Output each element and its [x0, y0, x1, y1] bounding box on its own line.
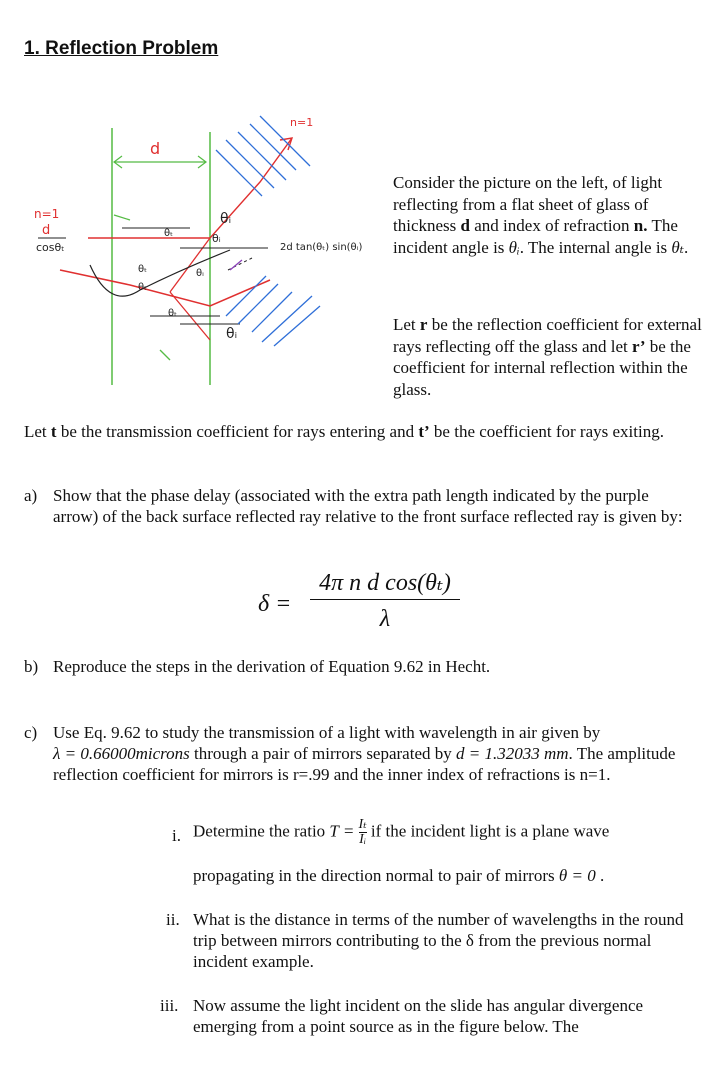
item-iii-text: Now assume the light incident on the slide has angular divergence emerging from a point source as in the figure below. The — [193, 996, 644, 1036]
item-b-label: b) — [24, 657, 39, 676]
intensity-ratio: $\frac{\text{Iₜ}}{\text{Iᵢ}}$ — [358, 817, 367, 847]
theta-t-label-1: θₜ — [164, 228, 174, 239]
path-length-numerator: d — [42, 223, 51, 238]
page-heading: 1. Reflection Problem — [24, 38, 219, 59]
theta-t-label-3: θₜ — [138, 282, 148, 293]
item-c-label: c) — [24, 723, 38, 742]
item-b-text: Reproduce the steps in the derivation of Equation 9.62 in Hecht. — [53, 657, 491, 676]
path-annotation: 2d tan(θₜ) sin(θᵢ) — [280, 242, 363, 253]
theta-i-label-mid: θᵢ — [212, 232, 221, 245]
theta-i-label-lower: θᵢ — [196, 268, 204, 279]
item-i-label: i. — [172, 826, 181, 845]
phase-delay-equation-denominator: λ — [379, 606, 391, 632]
item-a-text: Show that the phase delay (associated with the extra path length indicated by the purple arrow) of the back surface reflected ray relative to the front surface reflected ray is given by: — [53, 486, 683, 526]
item-iii-label: iii. — [160, 996, 179, 1015]
figure-description: Consider the picture on the left, of light reflecting from a flat sheet of glass of thickness d and index of refraction n. The incident angle is θᵢ. The internal angle is θₜ. — [393, 173, 689, 257]
reflection-figure — [30, 110, 375, 385]
index-label-left: n=1 — [34, 207, 60, 221]
item-i-line1: Determine the ratio T = $\frac{\text{Iₜ}}{\text{Iᵢ}}$ if the incident light is a plane wave — [193, 817, 610, 847]
index-label-top: n=1 — [290, 116, 314, 129]
phase-delay-equation-numerator: 4π n d cos(θₜ) — [310, 568, 460, 600]
thickness-label: d — [150, 139, 161, 158]
phase-delay-equation-lhs: δ = — [258, 591, 292, 617]
item-a-label: a) — [24, 486, 38, 505]
theta-t-label-4: θₜ — [168, 308, 178, 319]
path-length-denominator: cosθₜ — [36, 241, 65, 254]
item-ii-label: ii. — [166, 910, 180, 929]
theta-i-label-top: θᵢ — [220, 211, 232, 227]
transmission-paragraph: Let t be the transmission coefficient for rays entering and t’ be the coefficient for rays exiting. — [24, 422, 664, 441]
theta-i-label-bottom: θᵢ — [226, 326, 238, 342]
item-c-text: Use Eq. 9.62 to study the transmission of a light with wavelength in air given by λ = 0.66000microns through a pair of mirrors separated by d = 1.32033 mm. The amplitude reflection coefficient for mirrors is r=.99 and the inner index of refractions is n=1. — [53, 723, 676, 784]
item-ii-text: What is the distance in terms of the number of wavelengths in the round trip between mirrors contributing to the δ from the previous normal incident example. — [193, 910, 684, 971]
reflection-coefficient-text: Let r be the reflection coefficient for external rays reflecting off the glass and let r’ be the coefficient for internal reflection within the glass. — [393, 315, 702, 399]
item-i-line2: propagating in the direction normal to pair of mirrors θ = 0 . — [193, 866, 605, 885]
theta-t-label-2: θₜ — [138, 264, 148, 275]
